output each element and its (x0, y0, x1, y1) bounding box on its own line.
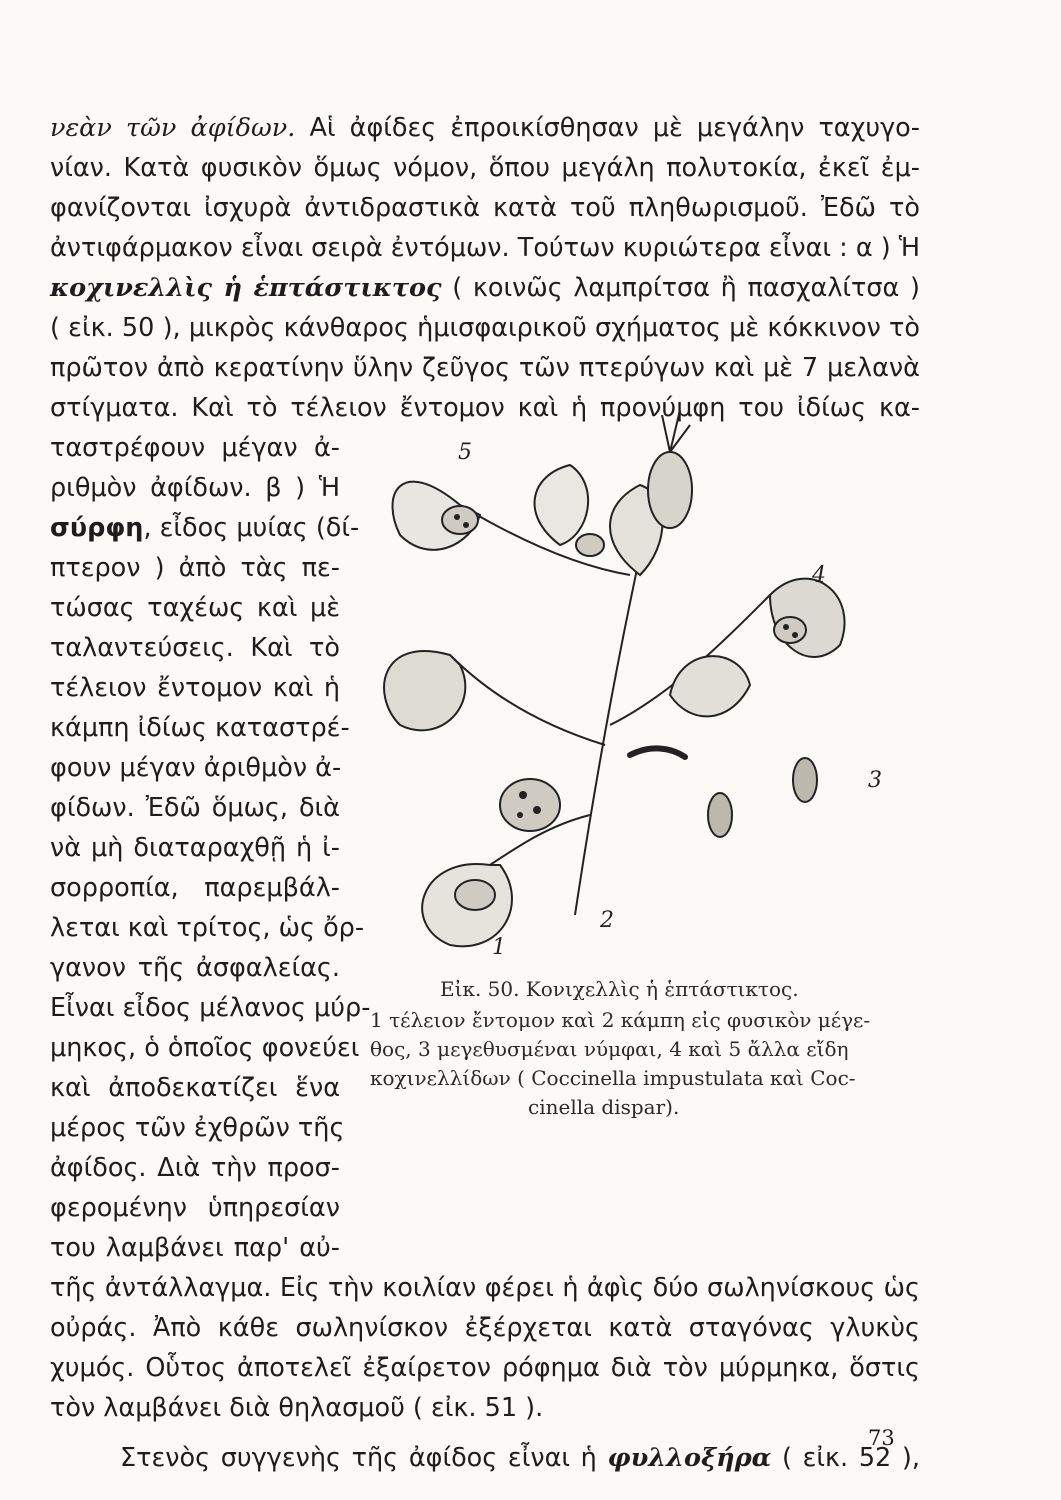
text-line: του λαμβάνει παρ' αὐ- (50, 1233, 340, 1263)
text-line: κάμπη ἰδίως καταστρέ- (50, 713, 350, 743)
text-line: φίδων. Ἐδῶ ὅμως, διὰ (50, 793, 340, 823)
leaf (670, 656, 750, 716)
text-line: ἀντιφάρμακον εἶναι σειρὰ ἐντόμων. Τούτων κυριώτερα εἶναι : α ) Ἡ (50, 233, 921, 263)
figure-caption-line: cinella dispar). (528, 1095, 680, 1119)
pupa (708, 793, 732, 837)
text-line: ἀφίδος. Διὰ τὴν προσ- (50, 1153, 340, 1183)
text-line: σορροπία, παρεμβάλ- (50, 873, 340, 903)
pupa (793, 758, 817, 802)
text-line: νεὰν τῶν ἀφίδων. Αἱ ἀφίδες ἐπροικίσθησαν μὲ μεγάλην ταχυγο- (50, 113, 920, 143)
text-line: μέρος τῶν ἐχθρῶν τῆς (50, 1113, 345, 1143)
text-line: πτερον ) ἀπὸ τὰς πε- (50, 553, 340, 583)
leaf (384, 651, 465, 730)
text-line: τέλειον ἔντομον καὶ ἡ (50, 673, 340, 703)
text-line: Στενὸς συγγενὴς τῆς ἀφίδος εἶναι ἡ φυλλοξήρα ( εἰκ. 52 ), (120, 1443, 920, 1473)
ladybird (774, 617, 806, 643)
text-line: ( εἰκ. 50 ), μικρὸς κάνθαρος ἡμισφαιρικοῦ σχήματος μὲ κόκκινον τὸ (50, 313, 920, 343)
text-line: κοχινελλὶς ἡ ἑπτάστικτος ( κοινῶς λαμπρίτσα ἢ πασχαλίτσα ) (50, 273, 920, 303)
figure-caption-line: θος, 3 μεγεθυσμέναι νύμφαι, 4 καὶ 5 ἄλλα εἴδη (370, 1037, 849, 1061)
ladybird (576, 534, 604, 556)
text-line: τὸν λαμβάνει διὰ θηλασμοῦ ( εἰκ. 51 ). (50, 1393, 544, 1423)
text-line: φουν μέγαν ἀριθμὸν ἀ- (50, 753, 342, 783)
leaf (535, 465, 589, 545)
figure-caption-line: 1 τέλειον ἔντομον καὶ 2 κάμπη εἰς φυσικὸν μέγε- (370, 1008, 871, 1032)
caterpillar (630, 748, 685, 757)
text-line: πρῶτον ἀπὸ κερατίνην ὕλην ζεῦγος τῶν πτερύγων καὶ μὲ 7 μελανὰ (50, 353, 920, 383)
text-line: νὰ μὴ διαταραχθῇ ἡ ἰ- (50, 833, 340, 863)
text-line: χυμός. Οὗτος ἀποτελεῖ ἐξαίρετον ρόφημα διὰ τὸν μύρμηκα, ὅστις (50, 1353, 920, 1383)
text-line: φανίζονται ἰσχυρὰ ἀντιδραστικὰ κατὰ τοῦ πληθωρισμοῦ. Ἐδῶ τὸ (50, 193, 920, 223)
text-line: φερομένην ὑπηρεσίαν (50, 1193, 340, 1223)
text-line: στίγματα. Καὶ τὸ τέλειον ἔντομον καὶ ἡ προνύμφη του ἰδίως κα- (50, 393, 920, 423)
text-line: ταστρέφουν μέγαν ἀ- (50, 433, 340, 463)
figure-label: 3 (868, 768, 882, 793)
ladybird (500, 779, 560, 831)
text-line: γανον τῆς ἀσφαλείας. (50, 953, 340, 983)
leaf (770, 579, 845, 657)
text-line: τώσας ταχέως καὶ μὲ (50, 593, 340, 623)
branch-stem (450, 655, 605, 745)
text-line: σύρφη, εἶδος μυίας (δί- (50, 513, 360, 543)
text-line: τῆς ἀντάλλαγμα. Εἰς τὴν κοιλίαν φέρει ἡ ἀφὶς δύο σωληνίσκους ὡς (50, 1273, 920, 1303)
text-line: μηκος, ὁ ὁποῖος φονεύει (50, 1033, 360, 1063)
page-number: 73 (868, 1426, 895, 1450)
figure-label: 4 (812, 563, 826, 588)
figure-label: 5 (458, 440, 472, 465)
figure-label: 2 (600, 908, 614, 933)
text-line: νίαν. Κατὰ φυσικὸν ὅμως νόμον, ὅπου μεγάλη πολυτοκία, ἐκεῖ ἐμ- (50, 153, 920, 183)
text-line: Εἶναι εἶδος μέλανος μύρ- (50, 993, 371, 1023)
text-line: οὐράς. Ἀπὸ κάθε σωληνίσκον ἐξέρχεται κατὰ σταγόνας γλυκὺς (50, 1313, 920, 1343)
ladybird (455, 880, 495, 910)
figure-caption-line: κοχινελλίδων ( Coccinella impustulata καὶ Coc- (370, 1066, 856, 1090)
ladybird (442, 506, 478, 534)
ladybird-figure (340, 395, 880, 955)
text-line: ταλαντεύσεις. Καὶ τὸ (50, 633, 340, 663)
text-line: καὶ ἀποδεκατίζει ἕνα (50, 1073, 340, 1103)
text-line: ριθμὸν ἀφίδων. β ) Ἡ (50, 473, 340, 503)
figure-caption-title: Εἰκ. 50. Κονιχελλὶς ἡ ἑπτάστικτος. (440, 977, 799, 1001)
text-line: λεται καὶ τρίτος, ὡς ὄρ- (50, 913, 365, 943)
figure-label: 1 (492, 935, 506, 960)
rose-bud (648, 452, 692, 528)
